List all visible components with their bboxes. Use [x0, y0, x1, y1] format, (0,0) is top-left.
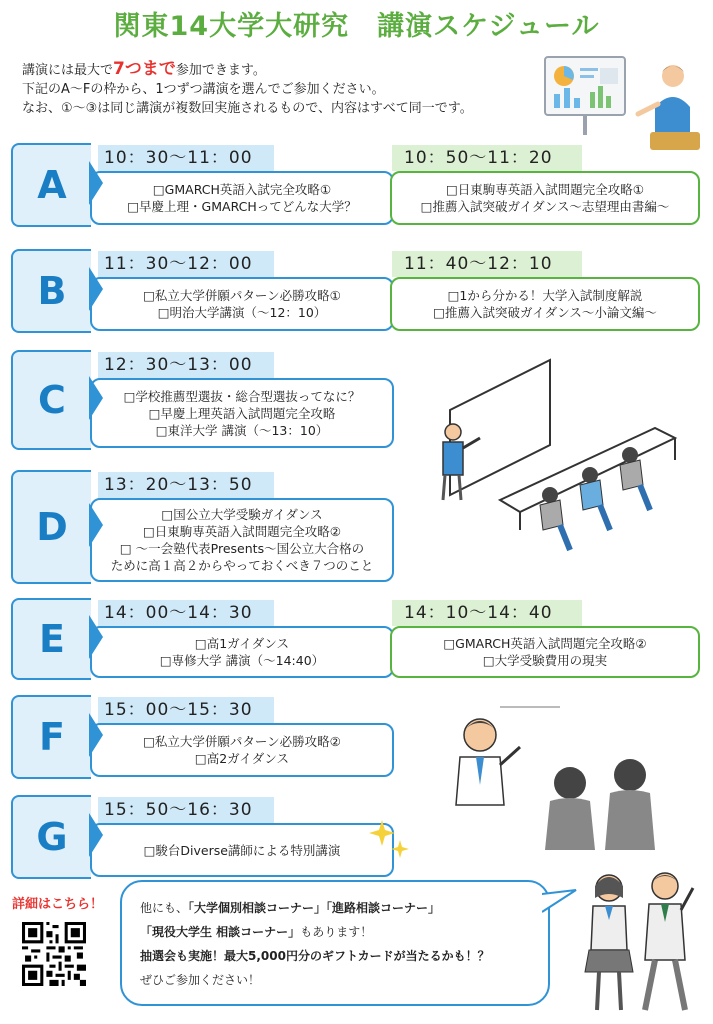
lecture-item[interactable]: □推薦入試突破ガイダンス～小論文編～ — [433, 305, 657, 320]
slot-a-left-box[interactable] — [90, 171, 394, 225]
slot-a-right-time: 10：50～11：20 — [392, 145, 582, 171]
bubble-line-2-post: もあります！ — [300, 925, 373, 939]
intro-line-3: なお、①～③は同じ講演が複数回実施されるもので、内容はすべて同一です。 — [22, 101, 473, 116]
slot-f-left-box[interactable] — [90, 723, 394, 777]
info-bubble — [120, 880, 550, 1006]
slot-c-left-box[interactable] — [90, 378, 394, 448]
lecture-item[interactable]: □明治大学講演（～12：10） — [157, 305, 327, 320]
slot-d-left-box[interactable] — [90, 498, 394, 582]
intro-line-1-pre: 講演には最大で — [22, 63, 114, 78]
lecture-item[interactable]: □高2ガイダンス — [194, 751, 290, 766]
classroom-illustration — [425, 350, 695, 560]
slot-b-left-box[interactable] — [90, 277, 394, 331]
slot-d-arrow — [89, 503, 103, 547]
lecture-item[interactable]: □駿台Diverse講師による特別講演 — [143, 842, 341, 858]
lecture-item[interactable]: □東洋大学 講演（～13：10） — [155, 422, 329, 438]
lecture-item[interactable]: □GMARCH英語入試完全攻略① — [152, 182, 332, 197]
bubble-line-4: ぜひご参加ください！ — [140, 973, 261, 987]
bubble-line-1 — [140, 896, 530, 920]
lecture-item[interactable]: □専修大学 講演（～14:40） — [159, 653, 325, 668]
slot-e-left-time: 14：00～14：30 — [98, 600, 274, 626]
intro-line-2: 下記のA～Fの枠から、1つずつ講演を選んでご参加ください。 — [22, 82, 385, 97]
slot-e-right-time: 14：10～14：40 — [392, 600, 582, 626]
slot-f-left-time: 15：00～15：30 — [98, 697, 274, 723]
lecture-item-continued: ために高１高２からやっておくべき７つのこと — [110, 558, 374, 573]
slot-e-left-box[interactable] — [90, 626, 394, 678]
slot-g-left-time: 15：50～16：30 — [98, 797, 274, 823]
qr-code[interactable] — [22, 922, 86, 986]
slot-a-right-box[interactable] — [390, 171, 700, 225]
bubble-line-3-text: 抽選会も実施！最大5,000円分のギフトカードが当たるかも！？ — [140, 949, 490, 963]
bubble-line-2 — [140, 920, 530, 944]
slot-a-left-time: 10：30～11：00 — [98, 145, 274, 171]
lecture-item[interactable]: □早慶上理・GMARCHってどんな大学？ — [127, 199, 357, 214]
sparkle-icon — [368, 818, 412, 862]
bubble-line-1-bold: 「大学個別相談コーナー」「進路相談コーナー」 — [188, 901, 441, 915]
lecture-item[interactable]: □私立大学併願パターン必勝攻略① — [143, 288, 341, 303]
bubble-tail — [542, 888, 578, 918]
slot-c-arrow — [89, 376, 103, 420]
intro-line-1 — [22, 60, 542, 80]
bubble-line-2-bold: 「現役大学生 相談コーナー」 — [140, 925, 301, 939]
slot-label-b: B — [11, 249, 91, 333]
slot-label-g: G — [11, 795, 91, 879]
teacher-illustration — [430, 705, 690, 855]
slot-label-d: D — [11, 470, 91, 584]
slot-label-a: A — [11, 143, 91, 227]
students-illustration — [575, 868, 703, 1018]
slot-label-f: F — [11, 695, 91, 779]
lecture-item[interactable]: □日東駒専英語入試問題完全攻略① — [445, 182, 645, 197]
slot-g-left-box[interactable] — [90, 823, 394, 877]
intro-highlight: 7つまで — [113, 59, 176, 79]
lecture-item[interactable]: □国公立大学受験ガイダンス — [161, 507, 323, 522]
lecture-item[interactable]: □早慶上理英語入試問題完全攻略 — [148, 405, 336, 421]
slot-a-arrow — [89, 161, 103, 205]
lecture-item[interactable]: □私立大学併願パターン必勝攻略② — [143, 734, 341, 749]
page-title: 関東14大学大研究 講演スケジュール — [113, 11, 600, 42]
slot-e-arrow — [89, 615, 103, 659]
lecture-item[interactable]: □GMARCH英語入試問題完全攻略② — [443, 636, 647, 651]
bubble-line-1-pre: 他にも、 — [140, 901, 189, 915]
slot-f-arrow — [89, 713, 103, 757]
slot-b-arrow — [89, 267, 103, 311]
slot-b-right-box[interactable] — [390, 277, 700, 331]
intro-line-1-post: 参加できます。 — [175, 63, 266, 78]
slot-d-left-time: 13：20～13：50 — [98, 472, 274, 498]
slot-label-e: E — [11, 598, 91, 680]
details-label: 詳細はこちら！ — [12, 897, 104, 912]
bubble-line-3 — [140, 944, 530, 968]
slot-e-right-box[interactable] — [390, 626, 700, 678]
lecture-item[interactable]: □学校推薦型選抜・総合型選抜ってなに？ — [123, 388, 361, 404]
lecture-item[interactable]: □推薦入試突破ガイダンス～志望理由書編～ — [420, 199, 670, 214]
lecture-item[interactable]: □大学受験費用の現実 — [482, 653, 608, 668]
slot-b-right-time: 11：40～12：10 — [392, 251, 582, 277]
lecture-item[interactable]: □日東駒専英語入試問題完全攻略② — [142, 524, 342, 539]
slot-g-arrow — [89, 813, 103, 857]
slot-c-left-time: 12：30～13：00 — [98, 352, 274, 378]
lecture-item[interactable]: □ ～一会塾代表Presents～国公立大合格の — [119, 541, 365, 556]
intro-text — [22, 60, 542, 118]
presenter-monitor-illustration — [540, 52, 705, 152]
slot-label-c: C — [11, 350, 91, 450]
slot-b-left-time: 11：30～12：00 — [98, 251, 274, 277]
lecture-item[interactable]: □1から分かる！大学入試制度解説 — [447, 288, 643, 303]
lecture-item[interactable]: □高1ガイダンス — [194, 636, 290, 651]
